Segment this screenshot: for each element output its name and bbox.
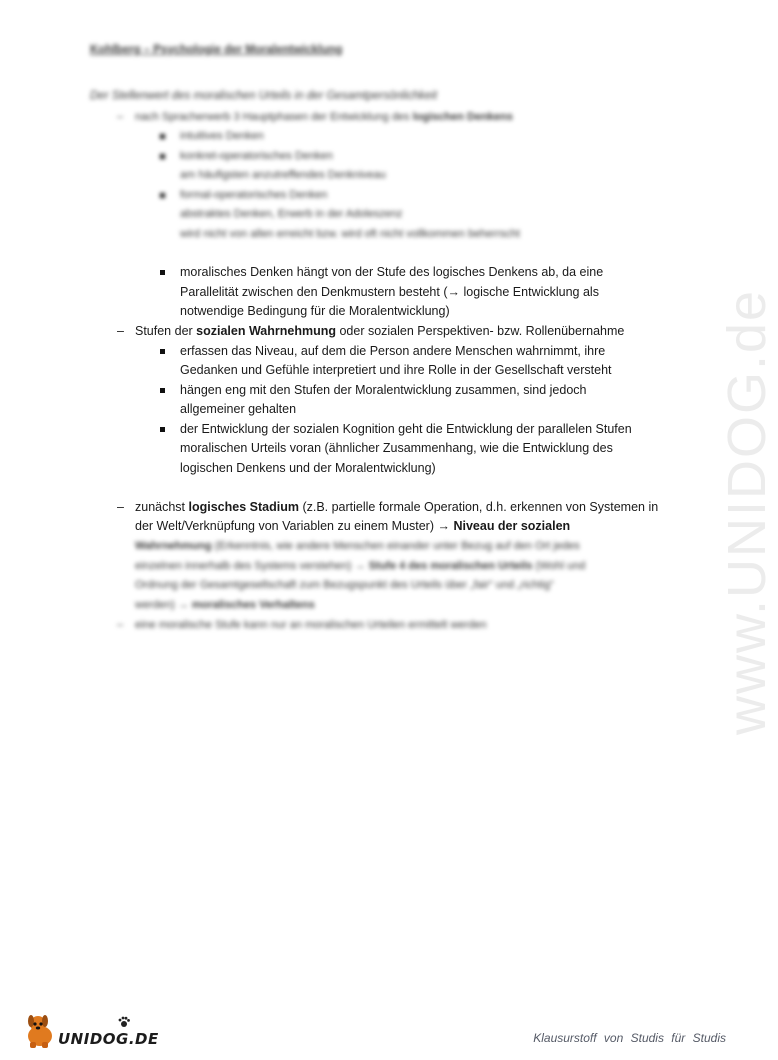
bullet-square	[160, 388, 165, 393]
dash-marker: –	[117, 500, 124, 514]
list-item-sub: abstraktes Denken, Erwerb in der Adoleszenz	[180, 208, 403, 220]
text-span: (Wohl und	[532, 560, 586, 572]
text-line: erfassen das Niveau, auf dem die Person andere Menschen wahrnimmt, ihre	[180, 344, 606, 358]
text-line	[135, 322, 624, 342]
text-line	[135, 517, 570, 537]
bullet-square	[160, 349, 165, 354]
text-span: Parallelität zwischen den Denkmustern besteht (	[180, 285, 448, 299]
text-line: logischen Denkens und der Moralentwicklung)	[180, 461, 436, 475]
bold-span: sozialen Wahrnehmung	[196, 324, 336, 338]
text-line: allgemeiner gehalten	[180, 402, 297, 416]
bold-span: logisches Stadium	[188, 500, 299, 514]
bullet-square	[160, 270, 165, 275]
paw-icon	[118, 1016, 130, 1028]
bold-span: Niveau der sozialen	[449, 519, 571, 533]
text-line: Gedanken und Gefühle interpretiert und ihre Rolle in der Gesellschaft versteht	[180, 363, 612, 377]
bold-span: → moralisches Verhaltens	[177, 599, 315, 611]
dog-icon	[22, 1012, 62, 1052]
text-span: (Erkenntnis, wie andere Menschen einander unter Bezug auf den Ort jedes	[211, 540, 580, 552]
text-span: (z.B. partielle formale Operation, d.h. erkennen von Systemen in	[298, 500, 659, 514]
text-line: der Entwicklung der sozialen Kognition geht die Entwicklung der parallelen Stufen	[180, 422, 632, 436]
text-line: notwendige Bedingung für die Moralentwicklung)	[180, 304, 450, 318]
list-item-sub: am häufigsten anzutreffendes Denkniveau	[180, 169, 386, 181]
arrow-icon: →	[437, 519, 450, 533]
arrow-icon: →	[447, 285, 460, 299]
text-line: hängen eng mit den Stufen der Moralentwicklung zusammen, sind jedoch	[180, 383, 587, 397]
text-line: moralisches Denken hängt von der Stufe des logisches Denkens ab, da eine	[180, 265, 604, 279]
text-line: Ordnung der Gesamtgesellschaft zum Bezugspunkt des Urteils über „fair“ und „richtig“	[135, 579, 554, 591]
logo-text: UNIDOG.DE	[58, 1030, 159, 1048]
bullet-square	[160, 193, 165, 198]
dash-marker: –	[117, 324, 124, 338]
text-line: eine moralische Stufe kann nur an moralischen Urteilen ermittelt werden	[135, 619, 487, 631]
bold-span: → Stufe 4 des moralischen Urteils	[354, 560, 533, 572]
text-line	[135, 537, 580, 557]
document-title: Kohlberg – Psychologie der Moralentwicklung	[90, 44, 343, 56]
list-item: intuitives Denken	[180, 130, 264, 142]
footer-slogan: Klausurstoff von Studis für Studis	[533, 1031, 726, 1045]
text-line: moralischen Urteils voran (ähnlicher Zusammenhang, wie die Entwicklung des	[180, 441, 613, 455]
bold-span: Wahrnehmung	[135, 540, 212, 552]
bullet-square	[160, 134, 165, 139]
list-item-sub: wird nicht von allen erreicht bzw. wird oft nicht vollkommen beherrscht	[180, 228, 520, 240]
watermark: www.UNIDOG.de	[717, 288, 777, 735]
list-item: formal-operatorisches Denken	[180, 189, 328, 201]
list-item-bold: logischen Denkens	[412, 111, 513, 123]
text-line	[135, 498, 658, 518]
dash-marker: –	[117, 619, 124, 631]
section-intro: Der Stellenwert des moralischen Urteils in der Gesamtpersönlichkeit	[90, 90, 438, 102]
list-item: konkret-operatorisches Denken	[180, 150, 333, 162]
text-line	[180, 283, 599, 303]
text-span: logische Entwicklung als	[460, 285, 599, 299]
list-item	[135, 108, 513, 128]
text-line	[135, 557, 585, 577]
bullet-square	[160, 427, 165, 432]
text-span: werden)	[135, 599, 178, 611]
list-item-text: nach Spracherwerb 3 Hauptphasen der Entwicklung des	[135, 111, 410, 123]
text-span: Stufen der	[135, 324, 197, 338]
bullet-square	[160, 154, 165, 159]
unidog-logo	[22, 1012, 159, 1052]
dash-marker: –	[117, 111, 124, 123]
text-span: einzelnen innerhalb des Systems verstehen)	[135, 560, 355, 572]
text-span: oder sozialen Perspektiven- bzw. Rollenübernahme	[335, 324, 625, 338]
text-line	[135, 596, 315, 616]
text-span: zunächst	[135, 500, 189, 514]
text-span: der Welt/Verknüpfung von Variablen zu einem Muster)	[135, 519, 438, 533]
